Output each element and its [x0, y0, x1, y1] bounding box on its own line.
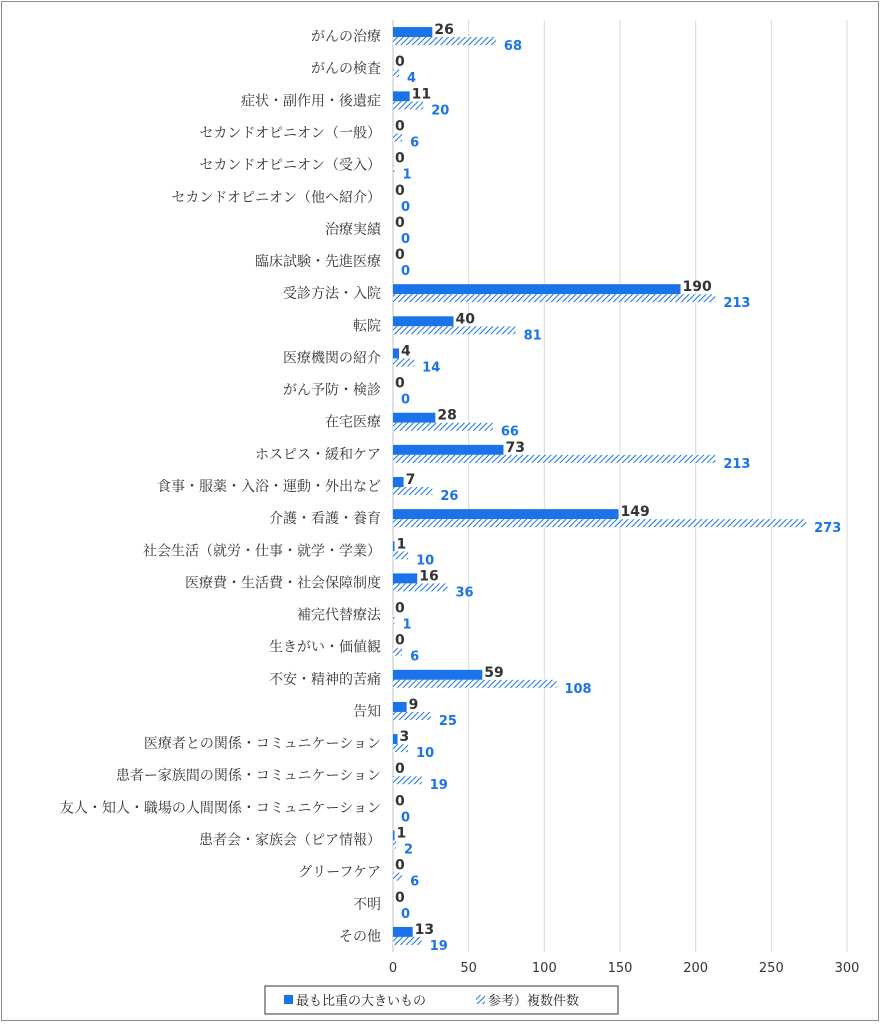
- value-label-reference: 19: [429, 938, 448, 954]
- value-label-reference: 0: [401, 906, 411, 922]
- category-label: 生きがい・価値観: [269, 639, 381, 656]
- bar-primary: [393, 445, 503, 455]
- category-label: 告知: [353, 703, 381, 720]
- bar-reference: [393, 519, 806, 527]
- x-tick-label-250: 250: [758, 961, 784, 976]
- category-label: 不安・精神的苦痛: [269, 671, 381, 688]
- bar-reference: [393, 551, 408, 559]
- value-label-reference: 0: [401, 264, 411, 280]
- bar-primary: [393, 509, 618, 519]
- x-axis-ticks: [389, 961, 860, 976]
- category-label: セカンドオピニオン（他へ紹介）: [171, 189, 381, 206]
- value-label-primary: 0: [395, 214, 405, 231]
- bar-primary: [393, 734, 398, 744]
- value-label-primary: 0: [395, 632, 405, 649]
- bar-reference: [393, 455, 715, 463]
- value-label-primary: 73: [505, 439, 525, 456]
- value-label-primary: 190: [682, 279, 712, 296]
- bar-reference: [393, 583, 447, 591]
- x-tick-label-150: 150: [607, 961, 633, 976]
- bar-primary: [393, 541, 395, 551]
- legend-label-primary: 最も比重の大きいもの: [296, 994, 427, 1009]
- value-label-primary: 0: [395, 118, 405, 135]
- bar-reference: [393, 680, 556, 688]
- category-label: 治療実績: [325, 221, 381, 238]
- value-label-reference: 6: [410, 135, 420, 151]
- value-label-primary: 11: [411, 86, 432, 103]
- value-label-primary: 9: [408, 696, 419, 713]
- value-label-reference: 0: [401, 810, 411, 826]
- legend: [265, 986, 618, 1014]
- value-label-reference: 25: [438, 713, 457, 729]
- category-label: がんの検査: [311, 61, 381, 78]
- bar-primary: [393, 702, 407, 712]
- value-label-reference: 4: [407, 71, 417, 87]
- value-label-primary: 4: [401, 343, 411, 360]
- value-label-reference: 1: [402, 617, 412, 633]
- value-label-reference: 6: [410, 874, 420, 890]
- bar-reference: [393, 358, 414, 366]
- category-labels: [60, 29, 382, 945]
- value-label-primary: 7: [405, 472, 416, 488]
- category-label: セカンドオピニオン（一般）: [199, 125, 381, 142]
- category-label: がん予防・検診: [283, 382, 381, 399]
- category-label: 医療費・生活費・社会保障制度: [185, 575, 381, 592]
- category-label: その他: [339, 928, 381, 945]
- value-label-reference: 0: [401, 231, 411, 247]
- bar-primary: [393, 91, 410, 101]
- value-label-primary: 59: [484, 664, 504, 681]
- legend-swatch-reference: [476, 995, 485, 1004]
- bar-reference: [393, 166, 395, 174]
- value-label-primary: 149: [620, 504, 650, 521]
- value-label-primary: 1: [396, 536, 407, 553]
- legend-swatch-primary: [284, 995, 293, 1004]
- value-label-primary: 0: [395, 761, 405, 778]
- bar-primary: [393, 413, 435, 423]
- bar-primary: [393, 670, 482, 680]
- bar-primary: [393, 831, 395, 841]
- bar-primary: [393, 348, 399, 358]
- value-label-reference: 81: [523, 328, 542, 344]
- bar-primary: [393, 477, 404, 487]
- bar-reference: [393, 37, 496, 45]
- gridlines: [393, 20, 847, 952]
- bar-reference: [393, 744, 408, 752]
- category-label: 患者ー家族間の関係・コミュニケーション: [115, 768, 381, 785]
- value-label-reference: 0: [401, 199, 411, 215]
- value-label-primary: 0: [395, 182, 405, 199]
- value-label-reference: 68: [503, 39, 523, 55]
- value-label-primary: 1: [396, 825, 407, 842]
- bar-reference: [393, 133, 402, 141]
- bar-reference: [393, 616, 395, 624]
- value-label-primary: 40: [455, 311, 476, 328]
- value-label-reference: 20: [431, 103, 450, 119]
- category-label: 転院: [353, 318, 381, 335]
- category-label: 在宅医療: [325, 414, 381, 431]
- bar-chart: [2, 2, 880, 1022]
- bar-reference: [393, 101, 423, 109]
- value-label-reference: 213: [723, 296, 751, 312]
- x-tick-label-100: 100: [531, 961, 557, 976]
- bar-primary: [393, 573, 417, 583]
- bar-primary: [393, 284, 681, 294]
- value-label-primary: 13: [414, 921, 435, 938]
- value-label-primary: 0: [395, 375, 405, 392]
- bar-reference: [393, 423, 493, 431]
- value-label-primary: 0: [395, 889, 405, 906]
- bar-reference: [393, 937, 422, 945]
- value-label-primary: 0: [395, 247, 405, 264]
- category-label: 症状・副作用・後遺症: [241, 93, 381, 110]
- value-label-reference: 108: [564, 681, 592, 697]
- category-label: 医療機関の紹介: [283, 350, 381, 367]
- value-label-reference: 1: [402, 167, 412, 183]
- value-label-reference: 36: [455, 585, 474, 601]
- x-tick-label-0: 0: [388, 961, 398, 976]
- category-label: 補完代替療法: [297, 607, 381, 624]
- value-label-primary: 0: [395, 150, 405, 167]
- value-label-reference: 10: [416, 553, 435, 569]
- legend-label-reference: 参考）複数件数: [488, 994, 580, 1009]
- category-label: 臨床試験・先進医療: [255, 254, 381, 271]
- bar-reference: [393, 487, 432, 495]
- category-label: セカンドオピニオン（受入）: [199, 157, 381, 174]
- bar-primary: [393, 927, 413, 937]
- bar-reference: [393, 294, 715, 302]
- x-tick-label-300: 300: [834, 961, 860, 976]
- category-label: グリーフケア: [298, 864, 381, 881]
- bar-reference: [393, 648, 402, 656]
- value-label-reference: 0: [401, 392, 411, 408]
- value-label-primary: 26: [434, 22, 454, 39]
- chart-frame: [1, 1, 879, 1021]
- bar-reference: [393, 776, 422, 784]
- category-label: ホスピス・緩和ケア: [255, 446, 381, 463]
- value-label-reference: 66: [500, 424, 519, 440]
- value-label-primary: 16: [419, 568, 439, 585]
- category-label: 受診方法・入院: [283, 286, 381, 303]
- category-label: 社会生活（就労・仕事・就学・学業）: [143, 543, 381, 560]
- value-label-primary: 28: [437, 407, 457, 424]
- value-label-reference: 2: [404, 842, 414, 858]
- value-label-primary: 0: [395, 857, 405, 874]
- bar-reference: [393, 712, 431, 720]
- value-label-reference: 6: [410, 649, 420, 665]
- bar-primary: [393, 27, 432, 37]
- bar-reference: [393, 841, 396, 849]
- x-tick-label-50: 50: [460, 961, 477, 976]
- category-label: 食事・服薬・入浴・運動・外出など: [157, 479, 381, 495]
- value-label-reference: 26: [440, 489, 459, 504]
- bar-primary: [393, 316, 454, 326]
- value-label-primary: 0: [395, 54, 405, 71]
- category-label: 不明: [353, 896, 381, 913]
- bar-reference: [393, 873, 402, 881]
- value-label-reference: 14: [422, 360, 441, 376]
- value-label-primary: 0: [395, 600, 405, 617]
- category-label: 介護・看護・養育: [269, 511, 381, 528]
- category-label: がんの治療: [311, 29, 381, 46]
- value-label-primary: 0: [395, 793, 405, 810]
- value-labels: [395, 22, 841, 954]
- value-label-reference: 19: [429, 778, 448, 794]
- bar-reference: [393, 69, 399, 77]
- bar-reference: [393, 326, 516, 334]
- value-label-reference: 273: [814, 521, 842, 537]
- value-label-reference: 10: [416, 746, 435, 762]
- category-label: 友人・知人・職場の人間関係・コミュニケーション: [59, 800, 381, 817]
- value-label-reference: 213: [723, 456, 751, 472]
- category-label: 医療者との関係・コミュニケーション: [143, 736, 381, 753]
- category-label: 患者会・家族会（ピア情報）: [199, 832, 381, 849]
- value-label-primary: 3: [399, 729, 410, 746]
- bars: [393, 27, 806, 945]
- x-tick-label-200: 200: [683, 961, 709, 976]
